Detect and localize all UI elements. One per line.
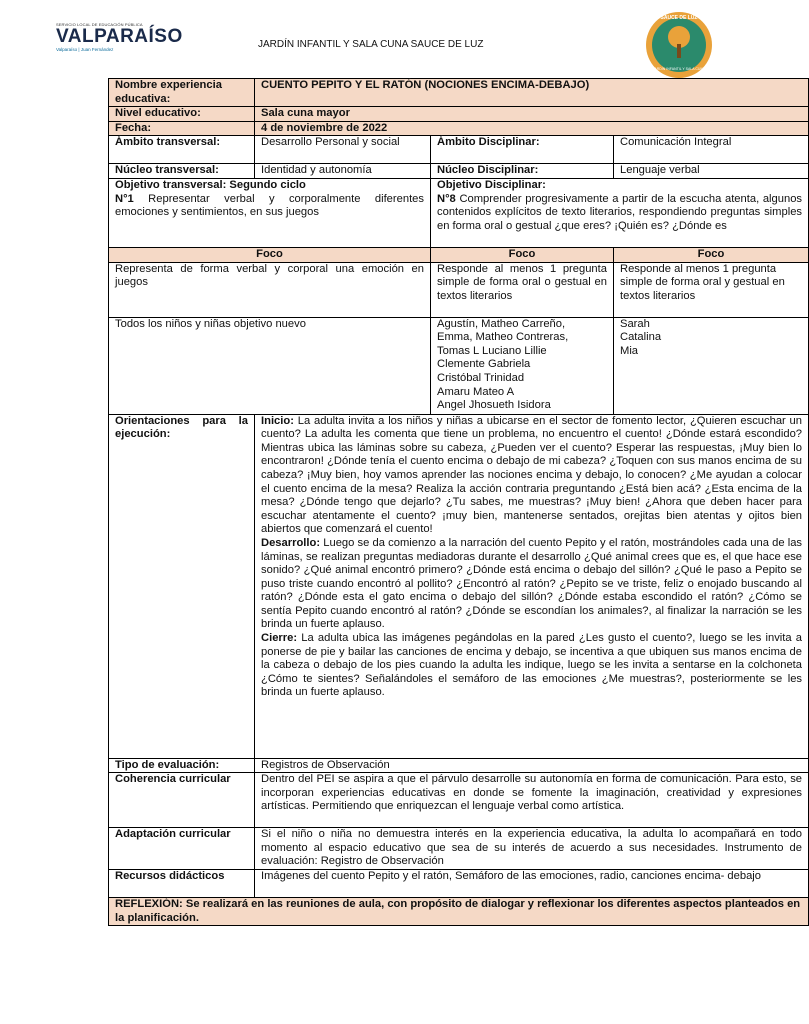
child-name: Sarah (620, 317, 650, 330)
objective-transversal-number: N°1 (115, 192, 134, 205)
child-group-line: Amaru Mateo A (437, 385, 515, 398)
reflexion-text: REFLEXIÓN: Se realizará en las reuniones de aula, con propósito de dialogar y reflexionar los diferentes aspectos planteados en la planificación. (109, 898, 809, 926)
child-group-line: Emma, Matheo Contreras, (437, 331, 569, 344)
ambito-disciplinar-value: Comunicación Integral (614, 136, 809, 164)
children-cell-2 (431, 317, 614, 414)
objective-transversal-text: Representar verbal y corporalmente diferentes emociones y sentimientos, en sus juegos (115, 192, 424, 219)
coherencia-value: Dentro del PEI se aspira a que el párvulo desarrolle su autonomía en forma de comunicación. Para esto, se incorporan experiencias educativas en donde se fomente la imaginación, creatividad y expresiones artísticas. Permitiendo que enriquezcan el lenguaje verbal como artística. (255, 773, 809, 828)
adaptacion-value: Si el niño o niña no demuestra interés en la experiencia educativa, la adulta lo acompañará en todo momento al espacio educativo que sea de su interés de acuerdo a sus necesidades. Instrumento de evaluación: Registro de Observación (255, 828, 809, 870)
adaptacion-row (109, 828, 809, 870)
objective-transversal (109, 178, 431, 247)
child-name: Mia (620, 344, 639, 357)
logo-brand: VALPARAÍSO (56, 26, 183, 47)
logo-small-text: SERVICIO LOCAL DE EDUCACIÓN PÚBLICA (56, 22, 143, 27)
page-title: JARDÍN INFANTIL Y SALA CUNA SAUCE DE LUZ (258, 39, 484, 50)
objective-disciplinar (431, 178, 809, 247)
children-cell-1: Todos los niños y niñas objetivo nuevo (109, 317, 431, 414)
nucleo-disciplinar-value: Lenguaje verbal (614, 164, 809, 179)
objective-transversal-title: Objetivo transversal: Segundo ciclo (115, 178, 306, 191)
recursos-label: Recursos didácticos (109, 870, 255, 898)
school-seal (646, 12, 712, 78)
logo-subtitle: Valparaíso | Juan Fernández (56, 47, 114, 52)
experience-value: CUENTO PEPITO Y EL RATÓN (NOCIONES ENCIMA-DEBAJO) (255, 79, 809, 107)
ambito-row (109, 136, 809, 164)
nucleo-transversal-label: Núcleo transversal: (109, 164, 255, 179)
date-value: 4 de noviembre de 2022 (255, 121, 809, 136)
foco-cell-2: Responde al menos 1 pregunta simple de forma oral o gestual en textos literarios (431, 262, 614, 317)
adaptacion-label: Adaptación curricular (109, 828, 255, 870)
foco-header-3: Foco (614, 247, 809, 262)
cierre-text: La adulta ubica las imágenes pegándolas en la pared ¿Les gusto el cuento?, luego se les invita a ponerse de pie y bailar las canciones de encima y debajo, se incentiva a que ubiquen sus manos encima de la cabeza o debajo de los pies cuando la adulta les indique, luego se les invita a sentarse en la colchoneta ¿Cómo te sientes? Señalándoles el semáforo de las emociones ¿Me muestras?, posteriormente se les brinda un fuerte aplauso. (261, 632, 803, 699)
date-row (109, 121, 809, 136)
reflexion-row (109, 898, 809, 926)
desarrollo-label: Desarrollo: (261, 536, 321, 549)
nucleo-row (109, 164, 809, 179)
evaluacion-label: Tipo de evaluación: (109, 758, 255, 773)
child-group-line: Agustín, Matheo Carreño, (437, 317, 566, 330)
foco-header-row (109, 247, 809, 262)
child-name: Catalina (620, 331, 662, 344)
date-label: Fecha: (109, 121, 255, 136)
objective-disciplinar-number: N°8 (437, 192, 456, 205)
nucleo-disciplinar-label: Núcleo Disciplinar: (431, 164, 614, 179)
child-group-line: Angel Jhosueth Isidora (437, 399, 551, 412)
seal-bottom-text: JARDÍN INFANTIL Y SALA CUNA (652, 67, 706, 71)
objective-disciplinar-title: Objetivo Disciplinar: (437, 178, 546, 191)
foco-cell-1: Representa de forma verbal y corporal una emoción en juegos (109, 262, 431, 317)
inicio-text: La adulta invita a los niños y niñas a ubicarse en el sector de fomento lector, ¿Quieren escuchar un cuento? La adulta les comenta que tiene un problema, no encuentro el cuento! ¿Dónde estará escondido? Mientras ubica las láminas sobre su cabeza, ¿Pueden ver el cuento? Esperar las respuestas, ¡Muy bien lo encontraron! ¿Dónde tenía el cuento encima o debajo de mi cabeza? ¿Toquen con sus manos encima de su cabeza? ¡Muy bien, hoy vamos aprender las nociones encima y debajo, lo conocen? ¿Me ayudan a colocar el cuento encima de la mesa? Realiza la acción contraria preguntando ¿Está bien acá? ¿Esta encima de la mesa? ¿Dónde tengo que dejarlo? ¿Tu sabes, me muestras? ¡Muy bien! ¿Ahora que deben hacer para escuchar atentamente el cuento? ¡muy bien, mantenerse sentados, orejitas bien atentas y ojitos bien abiertos que comenzará el cuento! (261, 414, 803, 536)
experience-label: Nombre experiencia educativa: (109, 79, 255, 107)
cierre-label: Cierre: (261, 632, 298, 645)
nucleo-transversal-value: Identidad y autonomía (255, 164, 431, 179)
level-label: Nivel educativo: (109, 107, 255, 122)
experience-row (109, 79, 809, 107)
desarrollo-text: Luego se da comienzo a la narración del cuento Pepito y el ratón, mostrándoles cada una de las láminas, se realizan preguntas mediadoras durante el desarrollo ¿Qué animal crees que es, el que hace ese sonido? ¿Qué animal encontró primero? ¿Dónde está encima o debajo del sillón? ¿Qué le paso a Pepito se puso triste cuando encontró al pollito? ¿Encontró al ratón? ¿Pepito se ve triste, feliz o enojado buscando al ratón? ¿Dónde esta el gato encima o debajo del sillón? ¿Dónde estaba escondido el ratón? ¿Cómo se sentía Pepito cuando encontró al ratón? ¿Dónde se escondían los animales?, al finalizar la narración se les brinda un fuerte aplauso. (261, 536, 803, 631)
orientaciones-label: Orientaciones para la ejecución: (109, 414, 255, 758)
foco-cell-3: Responde al menos 1 pregunta simple de forma oral y gestual en textos literarios (614, 262, 809, 317)
foco-header-2: Foco (431, 247, 614, 262)
tree-trunk-icon (677, 44, 681, 58)
orientaciones-row (109, 414, 809, 758)
child-group-line: Tomas L Luciano Lillie (437, 344, 547, 357)
level-value: Sala cuna mayor (255, 107, 809, 122)
foco-row (109, 262, 809, 317)
evaluacion-value: Registros de Observación (255, 758, 809, 773)
level-row (109, 107, 809, 122)
child-group-line: Cristóbal Trinidad (437, 371, 525, 384)
objectives-row (109, 178, 809, 247)
children-cell-3 (614, 317, 809, 414)
ambito-transversal-label: Ámbito transversal: (109, 136, 255, 164)
coherencia-label: Coherencia curricular (109, 773, 255, 828)
recursos-value: Imágenes del cuento Pepito y el ratón, Semáforo de las emociones, radio, canciones encima- debajo (255, 870, 809, 898)
orientaciones-content (255, 414, 809, 758)
objective-disciplinar-text: Comprender progresivamente a partir de la escucha atenta, algunos contenidos explícitos de texto literarios, respondiendo preguntas simples en forma oral o gestual ¿que eres? ¡Quién es? ¿Dónde es (437, 192, 803, 232)
coherencia-row (109, 773, 809, 828)
inicio-label: Inicio: (261, 414, 294, 427)
evaluacion-row (109, 758, 809, 773)
ambito-disciplinar-label: Ámbito Disciplinar: (431, 136, 614, 164)
seal-top-text: SAUCE DE LUZ (660, 15, 698, 21)
logo (56, 22, 183, 52)
recursos-row (109, 870, 809, 898)
ambito-transversal-value: Desarrollo Personal y social (255, 136, 431, 164)
planning-table (108, 78, 809, 926)
foco-header-1: Foco (109, 247, 431, 262)
children-row (109, 317, 809, 414)
child-group-line: Clemente Gabriela (437, 358, 531, 371)
